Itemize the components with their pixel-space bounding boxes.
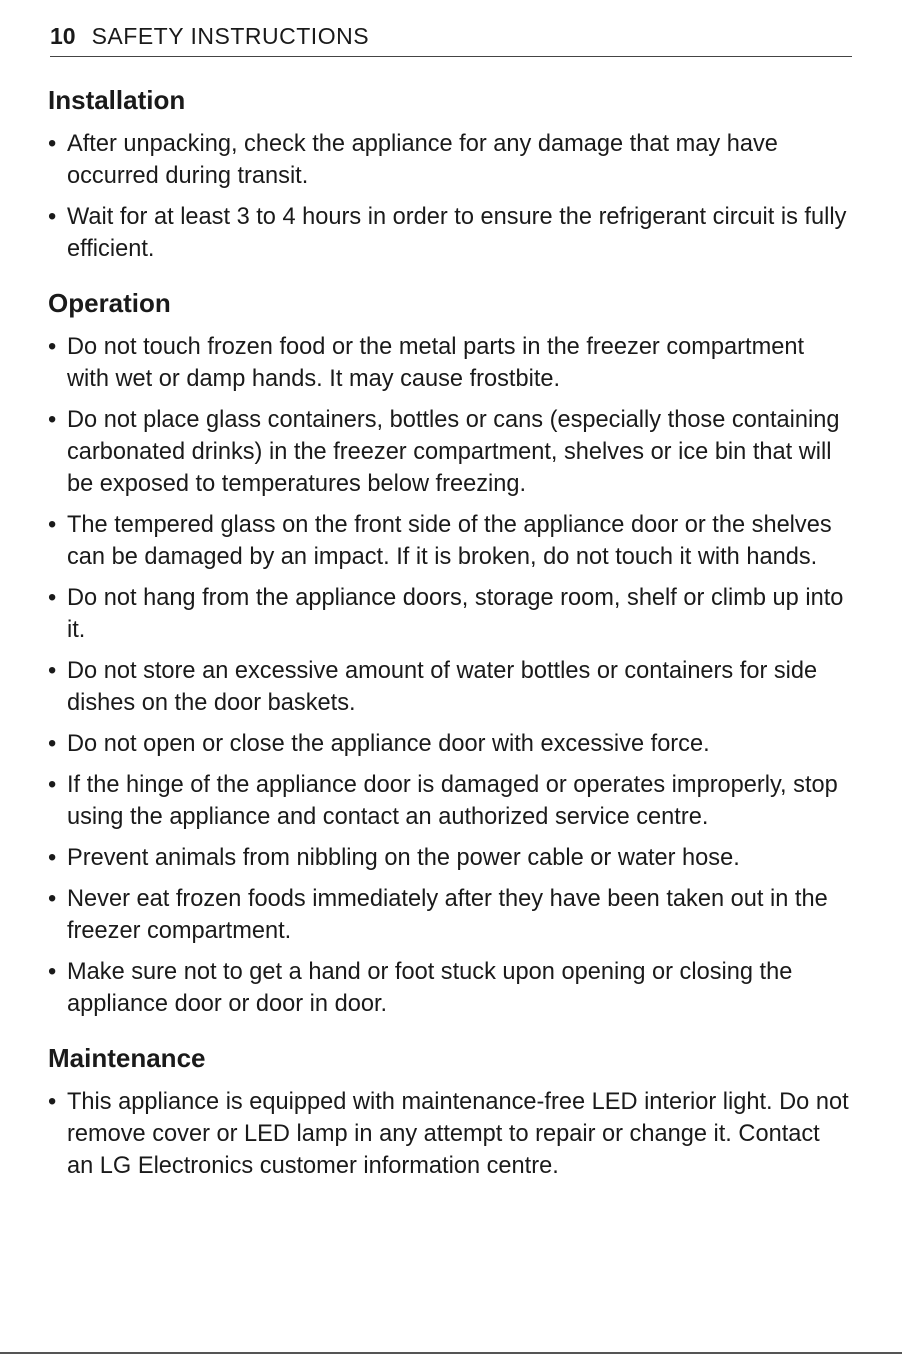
page-header [50, 18, 852, 57]
section-title: Installation [48, 85, 186, 115]
bullet-icon: • [48, 407, 57, 433]
item-text: Do not touch frozen food or the metal parts in the freezer compartment with wet or damp hands. It may cause frostbite. [67, 334, 805, 392]
item-text: Do not hang from the appliance doors, storage room, shelf or climb up into it. [67, 585, 844, 643]
list-item [48, 582, 850, 646]
bullet-icon: • [48, 886, 57, 912]
list-item [48, 842, 850, 874]
bullet-icon: • [48, 959, 57, 985]
bullet-icon: • [48, 658, 57, 684]
item-text: Make sure not to get a hand or foot stuck upon opening or closing the appliance door or door in door. [67, 959, 793, 1017]
item-text: If the hinge of the appliance door is damaged or operates improperly, stop using the appliance and contact an authorized service centre. [67, 772, 838, 830]
item-text: Wait for at least 3 to 4 hours in order to ensure the refrigerant circuit is fully efficient. [67, 204, 847, 262]
item-text: Prevent animals from nibbling on the power cable or water hose. [67, 845, 740, 871]
bullet-icon: • [48, 772, 57, 798]
item-text: Do not store an excessive amount of water bottles or containers for side dishes on the door baskets. [67, 658, 818, 716]
bullet-list [48, 128, 850, 265]
footer-divider [0, 1352, 902, 1354]
section-title: Operation [48, 288, 171, 318]
item-text: Do not open or close the appliance door with excessive force. [67, 731, 710, 757]
page-content [48, 82, 850, 1191]
bullet-icon: • [48, 334, 57, 360]
list-item [48, 1086, 850, 1182]
section-maintenance [48, 1040, 850, 1182]
item-text: After unpacking, check the appliance for any damage that may have occurred during transit. [67, 131, 778, 189]
bullet-list [48, 1086, 850, 1182]
bullet-list [48, 331, 850, 1020]
item-text: The tempered glass on the front side of the appliance door or the shelves can be damaged by an impact. If it is broken, do not touch it with hands. [67, 512, 832, 570]
list-item [48, 201, 850, 265]
list-item [48, 883, 850, 947]
item-text: Never eat frozen foods immediately after they have been taken out in the freezer compartment. [67, 886, 828, 944]
bullet-icon: • [48, 512, 57, 538]
bullet-icon: • [48, 585, 57, 611]
list-item [48, 956, 850, 1020]
list-item [48, 509, 850, 573]
item-text: Do not place glass containers, bottles or cans (especially those containing carbonated drinks) in the freezer compartment, shelves or ice bin that will be exposed to temperatures below freezing. [67, 407, 840, 497]
list-item [48, 728, 850, 760]
bullet-icon: • [48, 845, 57, 871]
bullet-icon: • [48, 1089, 57, 1115]
bullet-icon: • [48, 131, 57, 157]
list-item [48, 404, 850, 500]
bullet-icon: • [48, 731, 57, 757]
list-item [48, 655, 850, 719]
list-item [48, 769, 850, 833]
list-item [48, 331, 850, 395]
header-title: SAFETY INSTRUCTIONS [91, 23, 370, 49]
bullet-icon: • [48, 204, 57, 230]
list-item [48, 128, 850, 192]
section-operation [48, 285, 850, 1020]
item-text: This appliance is equipped with maintenance-free LED interior light. Do not remove cover or LED lamp in any attempt to repair or change it. Contact an LG Electronics customer information centre. [67, 1089, 849, 1179]
page-number: 10 [50, 23, 76, 49]
section-title: Maintenance [48, 1043, 206, 1073]
section-installation [48, 82, 850, 265]
